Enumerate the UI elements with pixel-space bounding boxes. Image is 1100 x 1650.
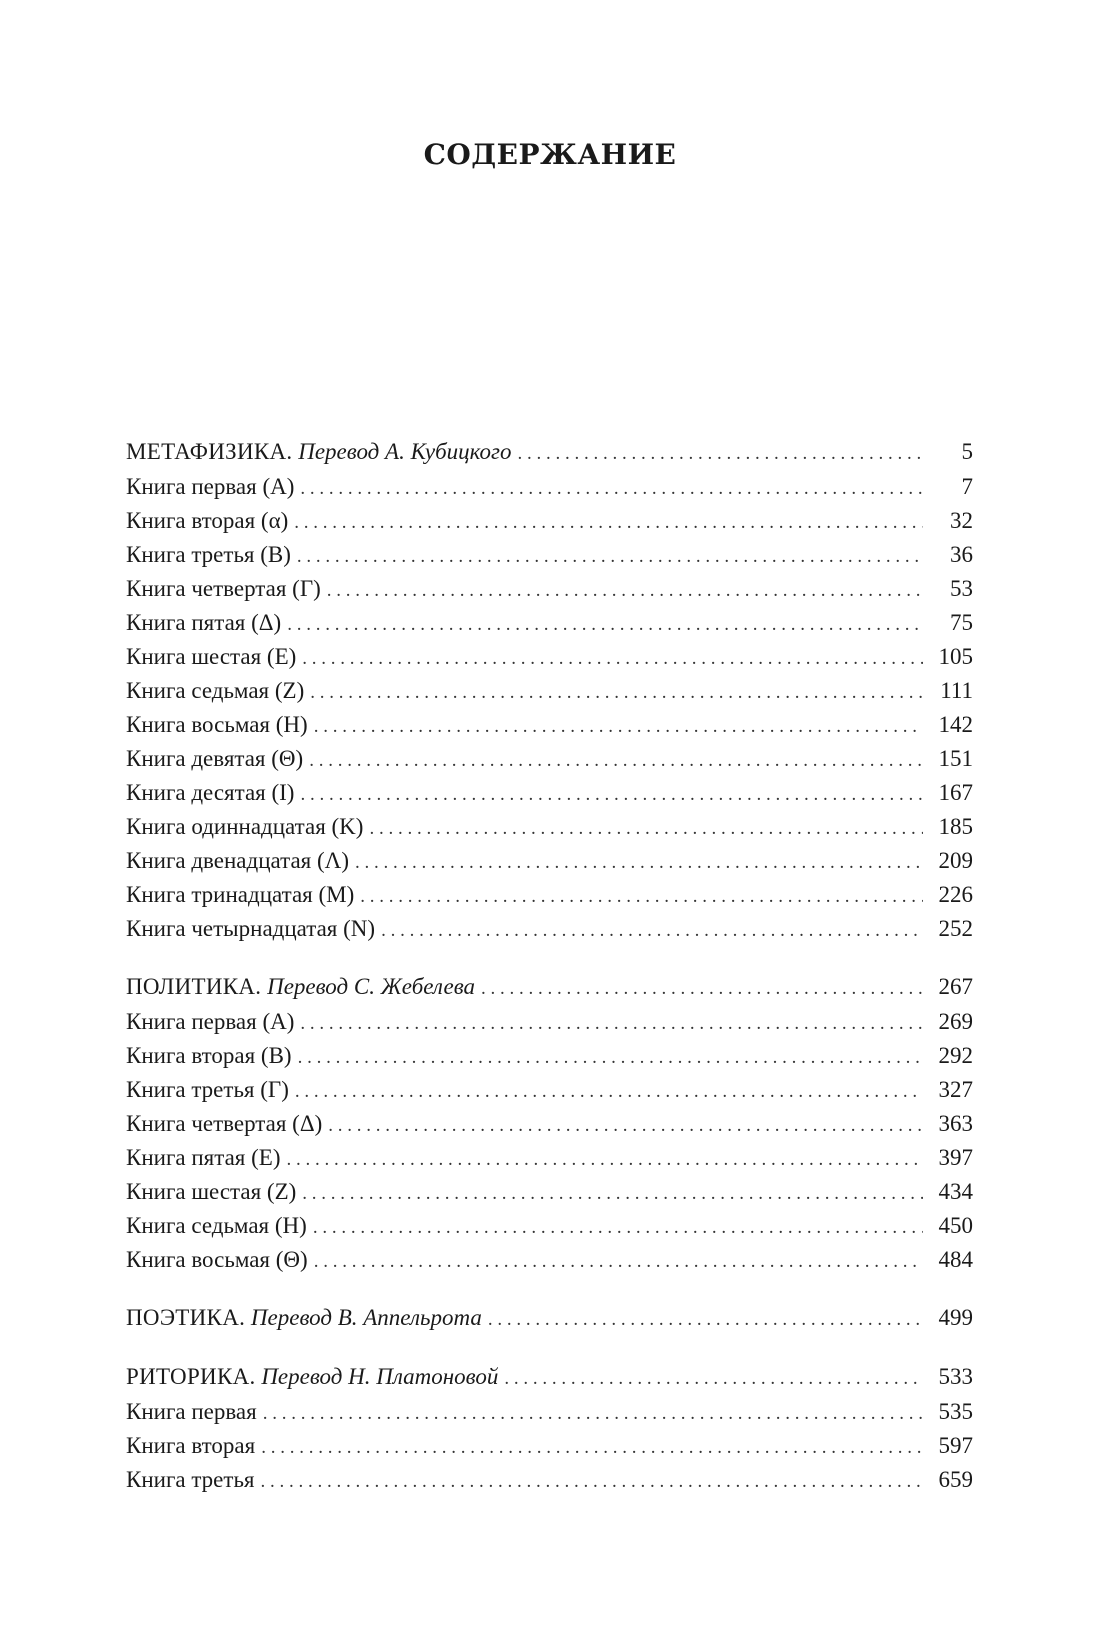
toc-section-heading[interactable] (126, 434, 973, 470)
dot-leader (310, 676, 923, 710)
entry-label: Книга третья (126, 1467, 255, 1492)
toc-entry[interactable] (126, 810, 973, 844)
dot-leader (360, 880, 923, 914)
entry-label: Книга седьмая (Η) (126, 1213, 307, 1238)
page-number: 269 (938, 1009, 973, 1034)
dot-leader (327, 574, 923, 608)
entry-label: Книга пятая (Δ) (126, 610, 282, 635)
entry-label: Книга двенадцатая (Λ) (126, 848, 349, 873)
page-number: 167 (938, 780, 973, 805)
section-title: РИТОРИКА. (126, 1364, 256, 1389)
dot-leader (300, 778, 923, 812)
page-number: 209 (938, 848, 973, 873)
toc-entry[interactable] (126, 674, 973, 708)
entry-label: Книга десятая (Ι) (126, 780, 295, 805)
toc-entry[interactable] (126, 742, 973, 776)
dot-leader (504, 1361, 923, 1397)
page-number: 327 (938, 1077, 973, 1102)
section-heading-text (126, 1359, 504, 1395)
entry-label: Книга восьмая (Θ) (126, 1247, 308, 1272)
section-title: ПОЭТИКА. (126, 1305, 246, 1330)
dot-leader (309, 744, 923, 778)
dot-leader (298, 1041, 923, 1075)
toc-entry[interactable] (126, 1141, 973, 1175)
toc-entry[interactable] (126, 1039, 973, 1073)
page-title: СОДЕРЖАНИЕ (423, 138, 677, 171)
toc-entry[interactable] (126, 640, 973, 674)
dot-leader (488, 1302, 923, 1338)
toc-section (126, 434, 973, 946)
entry-label: Книга восьмая (Η) (126, 712, 308, 737)
dot-leader (369, 812, 923, 846)
entry-label: Книга одиннадцатая (Κ) (126, 814, 364, 839)
dot-leader (294, 506, 923, 540)
dot-leader (297, 540, 923, 574)
dot-leader (314, 1245, 923, 1279)
dot-leader (287, 608, 923, 642)
section-heading-text (126, 1300, 488, 1336)
entry-label: Книга первая (Α) (126, 474, 295, 499)
toc-section (126, 969, 973, 1277)
page-number: 499 (938, 1305, 973, 1330)
entry-label: Книга девятая (Θ) (126, 746, 304, 771)
toc-section-heading[interactable] (126, 1300, 973, 1336)
entry-label: Книга первая (126, 1399, 257, 1424)
page-number: 105 (938, 644, 973, 669)
entry-label: Книга четырнадцатая (Ν) (126, 916, 376, 941)
toc-entry[interactable] (126, 912, 973, 946)
toc-entry[interactable] (126, 538, 973, 572)
entry-label: Книга тринадцатая (Μ) (126, 882, 355, 907)
page-number: 484 (938, 1247, 973, 1272)
dot-leader (295, 1075, 923, 1109)
dot-leader (302, 642, 923, 676)
toc-entry[interactable] (126, 1175, 973, 1209)
entry-label: Книга пятая (Ε) (126, 1145, 281, 1170)
page-number: 142 (938, 712, 973, 737)
dot-leader (302, 1177, 923, 1211)
toc-entry[interactable] (126, 844, 973, 878)
section-translator: Перевод В. Аппельрота (250, 1305, 482, 1330)
page-number: 450 (938, 1213, 973, 1238)
entry-label: Книга третья (Γ) (126, 1077, 289, 1102)
entry-label: Книга вторая (Β) (126, 1043, 292, 1068)
dot-leader (381, 914, 923, 948)
dot-leader (286, 1143, 923, 1177)
section-translator: Перевод А. Кубицкого (298, 439, 512, 464)
page-number: 53 (950, 576, 973, 601)
toc-entry[interactable] (126, 878, 973, 912)
dot-leader (314, 710, 923, 744)
toc-entry[interactable] (126, 1209, 973, 1243)
page-number: 252 (938, 916, 973, 941)
page-number: 533 (938, 1364, 973, 1389)
toc-entry[interactable] (126, 708, 973, 742)
dot-leader (313, 1211, 923, 1245)
page-number: 185 (938, 814, 973, 839)
page-number: 151 (938, 746, 973, 771)
toc-entry[interactable] (126, 470, 973, 504)
entry-label: Книга седьмая (Ζ) (126, 678, 305, 703)
toc-section (126, 1300, 973, 1336)
entry-label: Книга четвертая (Δ) (126, 1111, 323, 1136)
dot-leader (300, 1007, 923, 1041)
toc-entry[interactable] (126, 1243, 973, 1277)
dot-leader (481, 971, 923, 1007)
toc-entry[interactable] (126, 1395, 973, 1429)
page-number: 434 (938, 1179, 973, 1204)
section-title: МЕТАФИЗИКА. (126, 439, 293, 464)
page-number: 292 (938, 1043, 973, 1068)
entry-label: Книга вторая (α) (126, 508, 289, 533)
page-number: 7 (961, 474, 973, 499)
dot-leader (263, 1397, 923, 1431)
dot-leader (261, 1431, 923, 1465)
toc-entry[interactable] (126, 572, 973, 606)
toc-section-heading[interactable] (126, 969, 973, 1005)
toc-section-heading[interactable] (126, 1359, 973, 1395)
entry-label: Книга первая (Α) (126, 1009, 295, 1034)
toc-entry[interactable] (126, 1005, 973, 1039)
section-translator: Перевод С. Жебелева (267, 974, 476, 999)
page-number: 267 (938, 974, 973, 999)
dot-leader (518, 436, 924, 472)
page-number: 75 (950, 610, 973, 635)
toc-entry[interactable] (126, 1073, 973, 1107)
table-of-contents (126, 434, 973, 1497)
page-number: 36 (950, 542, 973, 567)
page-number: 659 (938, 1467, 973, 1492)
dot-leader (328, 1109, 923, 1143)
dot-leader (355, 846, 923, 880)
toc-entry[interactable] (126, 1463, 973, 1497)
entry-label: Книга третья (Β) (126, 542, 291, 567)
entry-label: Книга четвертая (Γ) (126, 576, 321, 601)
section-heading-text (126, 434, 518, 470)
toc-section (126, 1359, 973, 1497)
page-number: 597 (938, 1433, 973, 1458)
entry-label: Книга шестая (Ζ) (126, 1179, 297, 1204)
section-heading-text (126, 969, 481, 1005)
page-number: 111 (940, 678, 973, 703)
page-number: 535 (938, 1399, 973, 1424)
section-translator: Перевод Н. Платоновой (261, 1364, 499, 1389)
page-number: 397 (938, 1145, 973, 1170)
toc-entry[interactable] (126, 606, 973, 640)
toc-entry[interactable] (126, 504, 973, 538)
dot-leader (300, 472, 923, 506)
entry-label: Книга вторая (126, 1433, 256, 1458)
toc-entry[interactable] (126, 1429, 973, 1463)
entry-label: Книга шестая (Ε) (126, 644, 297, 669)
page-number: 226 (938, 882, 973, 907)
dot-leader (261, 1465, 923, 1499)
page-number: 363 (938, 1111, 973, 1136)
toc-entry[interactable] (126, 776, 973, 810)
page-number: 32 (950, 508, 973, 533)
section-title: ПОЛИТИКА. (126, 974, 262, 999)
toc-entry[interactable] (126, 1107, 973, 1141)
page-number: 5 (961, 439, 973, 464)
